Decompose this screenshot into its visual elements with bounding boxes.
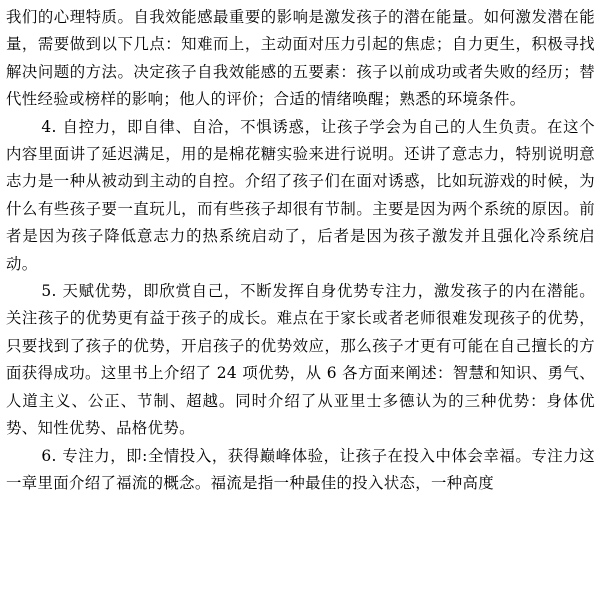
paragraph-self-control: 4. 自控力，即自律、自洽，不惧诱惑，让孩子学会为自己的人生负责。在这个内容里面讲了延迟满足，用的是棉花糖实验来进行说明。还讲了意志力，特别说明意志力是一种从被动到主动的自控。介绍了孩子们在面对诱惑，比如玩游戏的时候，为什么有些孩子要一直玩儿，而有些孩子却很有节制。主要是因为两个系统的原因。前者是因为孩子降低意志力的热系统启动了，后者是因为孩子激发并且强化冷系统启动。 — [6, 117, 595, 273]
paragraph-strengths: 5. 天赋优势，即欣赏自己，不断发挥自身优势专注力，激发孩子的内在潜能。关注孩子的优势更有益于孩子的成长。难点在于家长或者老师很难发现孩子的优势，只要找到了孩子的优势，开启孩子的优势效应，那么孩子才更有可能在自己擅长的方面获得成功。这里书上介绍了 24 项优势，从 6 各方面来阐述：智慧和知识、勇气、人道主义、公正、节制、超越。同时介绍了从亚里士多德认为的三种优势：身体优势、知性优势、品格优势。 — [6, 282, 595, 438]
paragraph-concentration: 6. 专注力，即:全情投入，获得巅峰体验，让孩子在投入中体会幸福。专注力这一章里面介绍了福流的概念。福流是指一种最佳的投入状态，一种高度 — [6, 446, 595, 492]
paragraph-self-efficacy: 我们的心理特质。自我效能感最重要的影响是激发孩子的潜在能量。如何激发潜在能量，需要做到以下几点：知难而上，主动面对压力引起的焦虑；自力更生，积极寻找解决问题的方法。决定孩子自我效能感的五要素：孩子以前成功或者失败的经历；替代性经验或榜样的影响；他人的评价；合适的情绪唤醒；熟悉的环境条件。 — [6, 8, 595, 109]
